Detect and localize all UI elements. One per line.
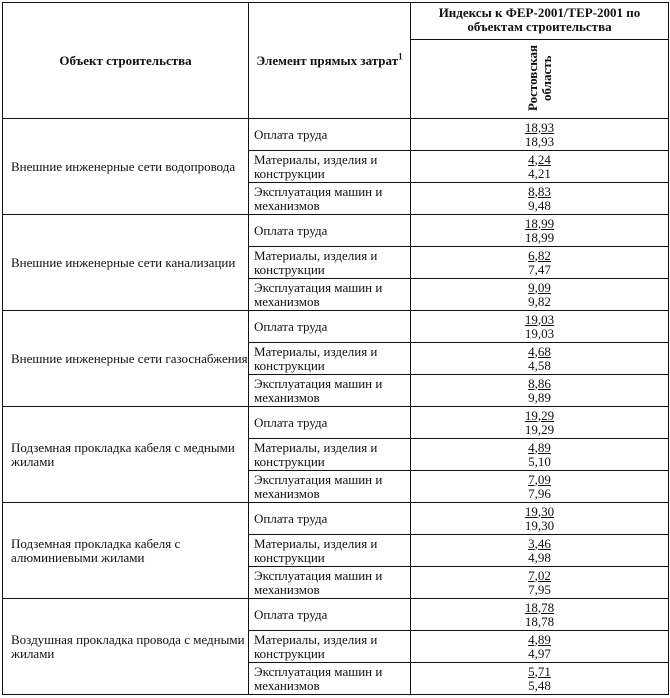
index-value-secondary: 19,03 (524, 325, 555, 341)
table-row (3, 599, 669, 631)
index-value-secondary: 5,48 (528, 677, 551, 693)
cost-element-cell: Материалы, изделия и конструкции (249, 631, 411, 663)
index-value-cell (411, 535, 669, 567)
object-name-cell: Воздушная прокладка провода с медными жилами (3, 599, 249, 695)
index-value-cell (411, 247, 669, 279)
cost-element-cell: Оплата труда (249, 599, 411, 631)
cost-element-cell: Оплата труда (249, 311, 411, 343)
index-value-cell (411, 503, 669, 535)
index-value-cell (411, 183, 669, 215)
index-value-secondary: 7,96 (528, 485, 551, 501)
index-value-secondary: 9,48 (528, 197, 551, 213)
index-value-secondary: 4,58 (528, 357, 551, 373)
index-value-secondary: 18,78 (524, 613, 555, 629)
index-value-cell (411, 119, 669, 151)
index-value-primary: 5,71 (528, 663, 551, 679)
index-value-primary: 18,78 (524, 599, 555, 615)
header-region: Ростовская область (524, 44, 554, 111)
index-value-primary: 8,83 (528, 183, 551, 199)
table-row (3, 215, 669, 247)
index-value-cell (411, 439, 669, 471)
table-body (3, 119, 669, 695)
object-name-cell: Подземная прокладка кабеля с алюминиевыми жилами (3, 503, 249, 599)
index-value-secondary: 5,10 (528, 453, 551, 469)
table-row (3, 119, 669, 151)
index-value-secondary: 19,30 (524, 517, 555, 533)
index-value-primary: 19,03 (524, 311, 555, 327)
index-value-primary: 18,93 (524, 119, 555, 135)
header-object: Объект строительства (3, 3, 249, 119)
index-value-secondary: 7,95 (528, 581, 551, 597)
index-value-secondary: 4,97 (528, 645, 551, 661)
index-value-secondary: 4,21 (528, 165, 551, 181)
index-value-cell (411, 663, 669, 695)
index-value-primary: 4,89 (528, 631, 551, 647)
index-value-secondary: 18,93 (524, 133, 555, 149)
cost-element-cell: Материалы, изделия и конструкции (249, 535, 411, 567)
index-value-primary: 19,29 (524, 407, 555, 423)
table-row (3, 503, 669, 535)
cost-element-cell: Эксплуатация машин и механизмов (249, 663, 411, 695)
header-element (249, 3, 411, 119)
index-value-primary: 3,46 (528, 535, 551, 551)
index-value-primary: 7,02 (528, 567, 551, 583)
cost-element-cell: Материалы, изделия и конструкции (249, 343, 411, 375)
index-value-primary: 4,68 (528, 343, 551, 359)
cost-element-cell: Материалы, изделия и конструкции (249, 439, 411, 471)
object-name-cell: Подземная прокладка кабеля с медными жилами (3, 407, 249, 503)
index-value-primary: 7,09 (528, 471, 551, 487)
index-value-cell (411, 407, 669, 439)
cost-element-cell: Оплата труда (249, 503, 411, 535)
index-value-cell (411, 215, 669, 247)
index-value-cell (411, 311, 669, 343)
index-table (2, 2, 669, 695)
cost-element-cell: Эксплуатация машин и механизмов (249, 279, 411, 311)
index-value-primary: 19,30 (524, 503, 555, 519)
index-value-primary: 4,24 (528, 151, 551, 167)
index-value-secondary: 19,29 (524, 421, 555, 437)
index-value-secondary: 4,98 (528, 549, 551, 565)
index-value-primary: 6,82 (528, 247, 551, 263)
index-value-cell (411, 343, 669, 375)
index-value-cell (411, 279, 669, 311)
header-element-footnote: 1 (398, 51, 403, 62)
object-name-cell: Внешние инженерные сети водопровода (3, 119, 249, 215)
cost-element-cell: Оплата труда (249, 215, 411, 247)
index-value-cell (411, 375, 669, 407)
cost-element-cell: Эксплуатация машин и механизмов (249, 471, 411, 503)
header-element-label: Элемент прямых затрат (256, 52, 399, 68)
cost-element-cell: Материалы, изделия и конструкции (249, 151, 411, 183)
index-value-primary: 8,86 (528, 375, 551, 391)
object-name-cell: Внешние инженерные сети канализации (3, 215, 249, 311)
index-value-secondary: 9,89 (528, 389, 551, 405)
index-value-cell (411, 567, 669, 599)
cost-element-cell: Оплата труда (249, 407, 411, 439)
cost-element-cell: Оплата труда (249, 119, 411, 151)
table-row (3, 407, 669, 439)
index-value-secondary: 9,82 (528, 293, 551, 309)
index-value-cell (411, 151, 669, 183)
cost-element-cell: Эксплуатация машин и механизмов (249, 567, 411, 599)
index-value-cell (411, 471, 669, 503)
table-row (3, 311, 669, 343)
index-value-cell (411, 631, 669, 663)
index-value-secondary: 18,99 (524, 229, 555, 245)
index-value-primary: 18,99 (524, 215, 555, 231)
header-indices: Индексы к ФЕР-2001/ТЕР-2001 по объектам строительства (411, 3, 669, 40)
cost-element-cell: Эксплуатация машин и механизмов (249, 375, 411, 407)
index-value-primary: 4,89 (528, 439, 551, 455)
index-value-primary: 9,09 (528, 279, 551, 295)
object-name-cell: Внешние инженерные сети газоснабжения (3, 311, 249, 407)
cost-element-cell: Эксплуатация машин и механизмов (249, 183, 411, 215)
cost-element-cell: Материалы, изделия и конструкции (249, 247, 411, 279)
index-value-secondary: 7,47 (528, 261, 551, 277)
index-value-cell (411, 599, 669, 631)
header-region-cell (411, 40, 669, 119)
